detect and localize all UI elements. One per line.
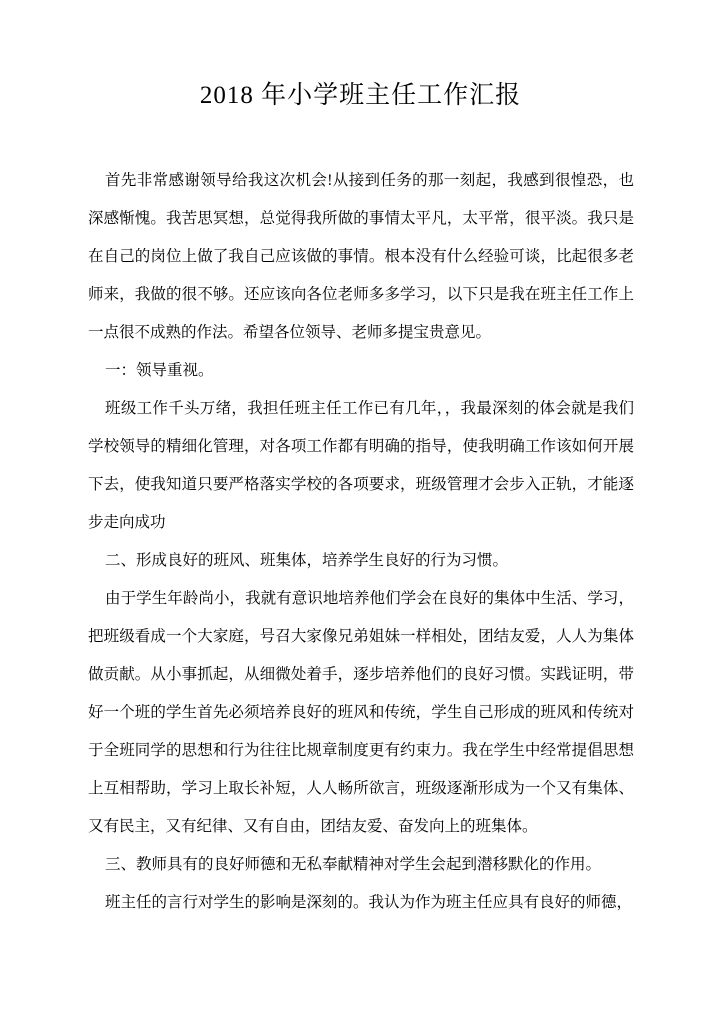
paragraph-section-1-body: 班级工作千头万绪，我担任班主任工作已有几年，，我最深刻的体会就是我们学校领导的精细化管理，对各项工作都有明确的指导，使我明确工作该如何开展下去，使我知道只要严格落实学校的各项要求，班级管理才会步入正轨，才能逐步走向成功 — [88, 400, 634, 531]
document-title: 2018 年小学班主任工作汇报 — [199, 82, 522, 109]
paragraph-intro: 首先非常感谢领导给我这次机会!从接到任务的那一刻起，我感到很惶恐，也深感惭愧。我苦思冥想，总觉得我所做的事情太平凡，太平常，很平淡。我只是在自己的岗位上做了我自己应该做的事情。根本没有什么经验可谈，比起很多老师来，我做的很不够。还应该向各位老师多多学习，以下只是我在班主任工作上一点很不成熟的作法。希望各位领导、老师多提宝贵意见。 — [88, 172, 634, 341]
document-body — [0, 162, 721, 922]
paragraph-section-2-body: 由于学生年龄尚小，我就有意识地培养他们学会在良好的集体中生活、学习，把班级看成一个大家庭，号召大家像兄弟姐妹一样相处，团结友爱，人人为集体做贡献。从小事抓起，从细微处着手，逐步培养他们的良好习惯。实践证明，带好一个班的学生首先必须培养良好的班风和传统，学生自己形成的班风和传统对于全班同学的思想和行为往往比规章制度更有约束力。我在学生中经常提倡思想上互相帮助，学习上取长补短，人人畅所欲言，班级逐渐形成为一个又有集体、又有民主，又有纪律、又有自由，团结友爱、奋发向上的班集体。 — [88, 590, 634, 835]
paragraph-heading-3: 三、教师具有的良好师德和无私奉献精神对学生会起到潜移默化的作用。 — [105, 856, 602, 873]
paragraph-heading-2: 二、形成良好的班风、班集体，培养学生良好的行为习惯。 — [105, 552, 509, 569]
paragraph-heading-1: 一：领导重视。 — [105, 362, 214, 379]
paragraph-section-3-body: 班主任的言行对学生的影响是深刻的。我认为作为班主任应具有良好的师德， — [105, 894, 633, 911]
